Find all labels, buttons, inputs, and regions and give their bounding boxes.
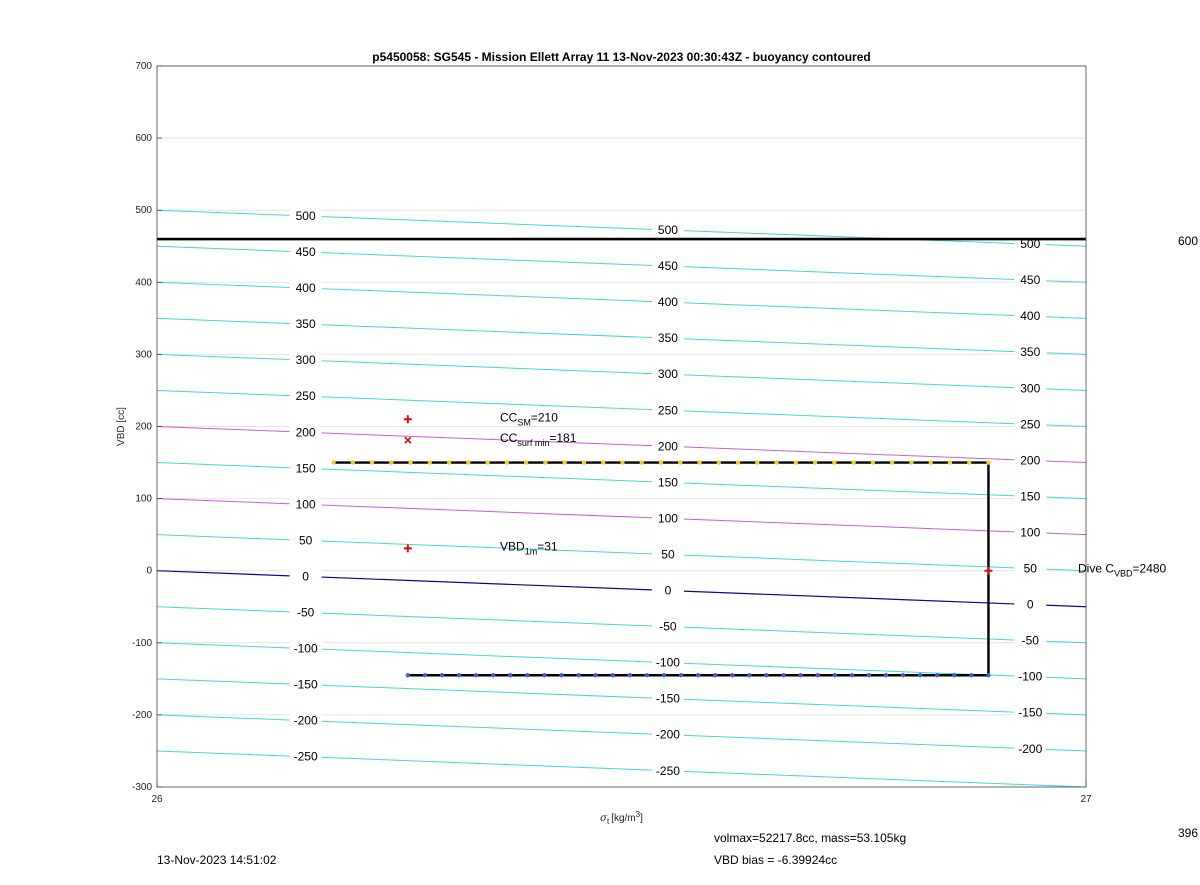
dive-point-top bbox=[640, 460, 644, 464]
dive-point-bottom bbox=[918, 673, 922, 677]
dive-point-top bbox=[851, 460, 855, 464]
dive-point-bottom bbox=[969, 673, 973, 677]
dive-point-bottom bbox=[781, 673, 785, 677]
contour-label: 200 bbox=[1020, 453, 1041, 468]
dive-point-top bbox=[697, 460, 701, 464]
contour-label: 450 bbox=[295, 245, 316, 260]
contour-label: 150 bbox=[657, 475, 678, 490]
dive-point-bottom bbox=[576, 673, 580, 677]
dive-point-top bbox=[717, 460, 721, 464]
contour-label: -250 bbox=[293, 749, 318, 764]
dive-point-top bbox=[351, 460, 355, 464]
dive-point-top bbox=[928, 460, 932, 464]
dive-point-bottom bbox=[406, 673, 410, 677]
contour-label: -100 bbox=[1018, 669, 1043, 684]
dive-point-top bbox=[466, 460, 470, 464]
dive-point-top bbox=[678, 460, 682, 464]
dive-point-top bbox=[331, 460, 335, 464]
x-axis-label-symbol: σ bbox=[600, 813, 607, 824]
dive-point-top bbox=[909, 460, 913, 464]
contour-label: 400 bbox=[295, 281, 316, 296]
dive-point-bottom bbox=[764, 673, 768, 677]
footer-vbd-bias: VBD bias = -6.39924cc bbox=[714, 853, 838, 867]
dive-point-bottom bbox=[423, 673, 427, 677]
y-tick-label: -300 bbox=[131, 782, 152, 793]
contour-label: 450 bbox=[657, 259, 678, 274]
y-tick-label: -200 bbox=[131, 709, 152, 721]
contour-label: 300 bbox=[1020, 381, 1041, 396]
contour-label: 0 bbox=[302, 569, 309, 584]
dive-point-bottom bbox=[730, 673, 734, 677]
dive-point-bottom bbox=[457, 673, 461, 677]
contour-label: -50 bbox=[1021, 633, 1039, 648]
dive-point-bottom bbox=[798, 673, 802, 677]
contour-label: 0 bbox=[1026, 597, 1034, 612]
contour-label: 500 bbox=[295, 208, 316, 223]
dive-point-bottom bbox=[474, 673, 478, 677]
contour-label: 200 bbox=[295, 425, 316, 440]
dive-point-top bbox=[813, 460, 817, 464]
contour-label: 250 bbox=[295, 389, 316, 404]
dive-point-bottom bbox=[901, 673, 905, 677]
y-tick-label: 500 bbox=[135, 205, 152, 217]
y-tick-label: 100 bbox=[135, 493, 152, 505]
dive-point-top bbox=[582, 460, 586, 464]
dive-point-bottom bbox=[491, 673, 495, 677]
dive-point-top bbox=[948, 460, 952, 464]
contour-label: 500 bbox=[1020, 237, 1041, 252]
contour-label: 100 bbox=[1020, 525, 1041, 540]
dive-point-bottom bbox=[884, 673, 888, 677]
footer-timestamp: 13-Nov-2023 14:51:02 bbox=[157, 853, 277, 867]
contour-label: 500 bbox=[657, 223, 678, 238]
dive-point-bottom bbox=[850, 673, 854, 677]
dive-point-bottom bbox=[645, 673, 649, 677]
dive-point-top bbox=[794, 460, 798, 464]
axis-ticks bbox=[132, 61, 1092, 805]
dive-point-top bbox=[408, 460, 412, 464]
contour-label: -200 bbox=[1018, 741, 1043, 756]
contour-label: 0 bbox=[664, 583, 672, 598]
y-tick-label: 400 bbox=[135, 277, 152, 289]
contour-label: 250 bbox=[657, 403, 678, 418]
contour-label: 50 bbox=[298, 533, 313, 548]
dive-point-bottom bbox=[867, 673, 871, 677]
annotation-sub: surf min bbox=[517, 438, 550, 449]
dive-point-bottom bbox=[440, 673, 444, 677]
contour-label: -50 bbox=[296, 605, 315, 620]
annotation-main: CC bbox=[500, 431, 518, 446]
dive-point-bottom bbox=[815, 673, 819, 677]
y-tick-label: 600 bbox=[135, 133, 152, 145]
y-tick-label: 0 bbox=[146, 565, 152, 577]
contour-label: -200 bbox=[655, 727, 680, 742]
annotation-main: CC bbox=[500, 410, 518, 425]
dive-point-bottom bbox=[508, 673, 512, 677]
x-tick-label: 27 bbox=[1080, 794, 1092, 805]
footer-volmax-mass: volmax=52217.8cc, mass=53.105kg bbox=[714, 831, 907, 845]
marker-x bbox=[405, 437, 411, 443]
contour-label: 350 bbox=[295, 317, 316, 332]
dive-path-line bbox=[334, 463, 989, 676]
y-tick-label: 300 bbox=[135, 349, 152, 361]
contour-label: 100 bbox=[295, 497, 316, 512]
y-tick-label: -100 bbox=[131, 637, 152, 649]
dive-point-top bbox=[736, 460, 740, 464]
contour-label: 350 bbox=[1020, 345, 1041, 360]
annotation-rest: =2480 bbox=[1132, 561, 1167, 576]
dive-point-bottom bbox=[662, 673, 666, 677]
annotation-rest: =181 bbox=[549, 431, 577, 446]
dive-point-bottom bbox=[593, 673, 597, 677]
dive-point-top bbox=[370, 460, 374, 464]
contour-label: 50 bbox=[1023, 561, 1037, 576]
contour-label: 100 bbox=[657, 511, 678, 526]
dive-point-bottom bbox=[935, 673, 939, 677]
dive-point-bottom bbox=[628, 673, 632, 677]
dive-point-top bbox=[620, 460, 624, 464]
x-axis-label-sub: t bbox=[606, 817, 610, 826]
marker-plus bbox=[404, 544, 412, 552]
dive-point-bottom bbox=[696, 673, 700, 677]
contour-label: -100 bbox=[293, 641, 318, 656]
annotation-main: Dive C bbox=[1078, 561, 1115, 576]
x-axis-label-sup: 3 bbox=[635, 810, 641, 819]
dive-point-top bbox=[755, 460, 759, 464]
marker-plus bbox=[984, 567, 992, 575]
contour-label: -50 bbox=[659, 619, 677, 634]
y-tick-label: 700 bbox=[135, 61, 152, 72]
marker-plus bbox=[404, 415, 412, 423]
contour-label: 50 bbox=[661, 547, 675, 562]
contour-label: -200 bbox=[293, 713, 318, 728]
dive-point-bottom bbox=[713, 673, 717, 677]
dive-point-top bbox=[986, 460, 990, 464]
dive-point-top bbox=[871, 460, 875, 464]
annotation-rest: =31 bbox=[537, 539, 558, 554]
dive-point-top bbox=[485, 460, 489, 464]
dive-point-top bbox=[774, 460, 778, 464]
annotation-main: VBD bbox=[500, 539, 525, 554]
x-axis-label bbox=[600, 810, 643, 826]
dive-point-bottom bbox=[952, 673, 956, 677]
contour-label: 300 bbox=[295, 353, 316, 368]
x-axis-label-unit: [kg/m bbox=[611, 813, 636, 824]
annotation-sub: SM bbox=[517, 417, 531, 428]
vbd-max-label: 600 bbox=[1178, 234, 1199, 249]
footer-right-number: 396 bbox=[1178, 826, 1199, 840]
contour-label: 200 bbox=[657, 439, 678, 454]
dive-point-bottom bbox=[986, 673, 990, 677]
contour-label: -250 bbox=[655, 763, 680, 778]
contour-label: 150 bbox=[1020, 489, 1041, 504]
x-tick-label: 26 bbox=[151, 794, 163, 805]
contour-label: 150 bbox=[295, 461, 316, 476]
annotation-cc-sm bbox=[500, 410, 558, 427]
dive-point-top bbox=[428, 460, 432, 464]
x-axis-label-close: ] bbox=[640, 813, 643, 824]
dive-point-top bbox=[967, 460, 971, 464]
annotation-cc-surf-min bbox=[500, 431, 577, 448]
dive-point-top bbox=[890, 460, 894, 464]
dive-point-top bbox=[447, 460, 451, 464]
contour-label: 350 bbox=[657, 331, 678, 346]
contour-label: 300 bbox=[657, 367, 678, 382]
contour-label: 400 bbox=[657, 295, 678, 310]
dive-point-bottom bbox=[559, 673, 563, 677]
dive-point-top bbox=[659, 460, 663, 464]
dive-point-top bbox=[832, 460, 836, 464]
dive-point-bottom bbox=[611, 673, 615, 677]
dive-point-top bbox=[524, 460, 528, 464]
buoyancy-contours bbox=[157, 208, 1086, 787]
annotation-vbd-1m bbox=[500, 539, 558, 556]
annotation-dive-c-vbd bbox=[1078, 562, 1167, 579]
contour-label: -150 bbox=[655, 691, 680, 706]
dive-point-top bbox=[389, 460, 393, 464]
contour-label: -150 bbox=[1018, 705, 1043, 720]
annotation-sub: VBD bbox=[1114, 568, 1133, 579]
contour-label: -100 bbox=[655, 655, 680, 670]
dive-point-top bbox=[543, 460, 547, 464]
dive-point-top bbox=[601, 460, 605, 464]
contour-label: 450 bbox=[1020, 273, 1041, 288]
y-tick-label: 200 bbox=[135, 421, 152, 433]
dive-point-bottom bbox=[747, 673, 751, 677]
dive-point-bottom bbox=[833, 673, 837, 677]
chart-title: p5450058: SG545 - Mission Ellett Array 11 13-Nov-2023 00:30:43Z - buoyancy contoured bbox=[372, 50, 871, 64]
y-axis-label: VBD [cc] bbox=[116, 407, 127, 446]
contour-label: -150 bbox=[293, 677, 318, 692]
contour-label: 250 bbox=[1020, 417, 1041, 432]
dive-point-bottom bbox=[525, 673, 529, 677]
dive-point-bottom bbox=[679, 673, 683, 677]
annotation-rest: =210 bbox=[530, 410, 558, 425]
dive-point-top bbox=[505, 460, 509, 464]
contour-label: 400 bbox=[1020, 309, 1041, 324]
dive-point-top bbox=[562, 460, 566, 464]
dive-point-bottom bbox=[542, 673, 546, 677]
annotation-sub: 1m bbox=[524, 546, 538, 557]
